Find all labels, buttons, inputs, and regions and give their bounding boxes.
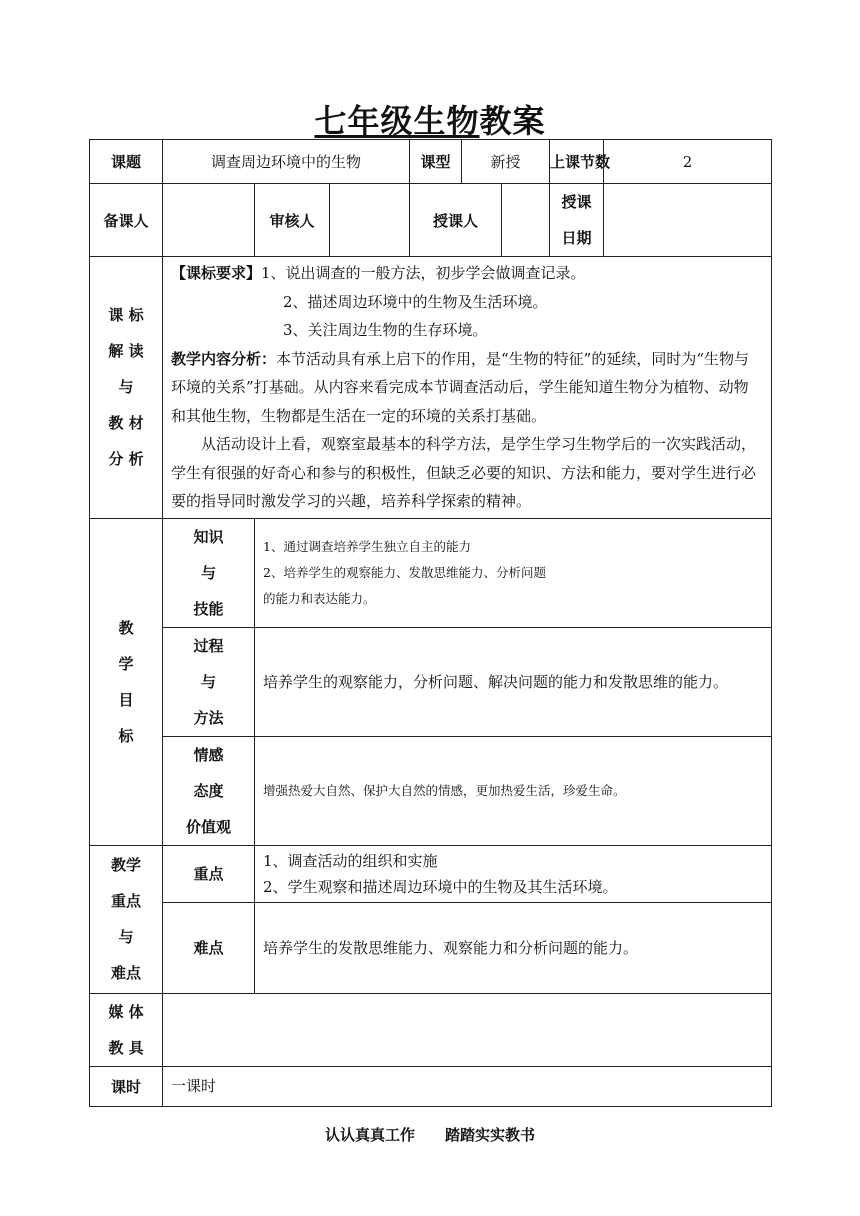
row-emotion <box>90 736 772 845</box>
focus-label-2: 重点 <box>110 892 141 910</box>
preparer-value <box>163 184 255 257</box>
media-label-1: 媒 体 <box>108 1002 144 1021</box>
row-topic <box>90 140 772 184</box>
analysis-label-1: 课 标 <box>108 306 144 325</box>
emotion-label-1: 情感 <box>193 745 224 764</box>
reviewer-label: 审核人 <box>255 184 330 257</box>
focus-label-4: 难点 <box>110 964 141 982</box>
requirement-2: 2、描述周边环境中的生物及生活环境。 <box>283 292 548 311</box>
emotion-label <box>163 736 255 845</box>
periods-label <box>550 140 611 184</box>
emotion-label-3: 价值观 <box>185 817 231 836</box>
row-difficult-point <box>90 902 772 993</box>
row-process <box>90 627 772 736</box>
analysis-label <box>90 257 163 519</box>
media-content <box>163 993 772 1066</box>
analysis-label-5: 分 析 <box>108 450 144 469</box>
content-analysis-text: 本节活动具有承上启下的作用，是“生物的特征”的延续，同时为“生物与环境的关系”打基础。从内容来看完成本节调查活动后，学生能知道生物分为植物、动物和其他生物，生物都是生活在一定的环境的关系打基础。 <box>171 349 750 425</box>
date-value <box>604 184 772 257</box>
media-label-2: 教 具 <box>108 1038 144 1057</box>
title-grade: 七年级 <box>314 102 414 140</box>
footer-motto <box>0 1124 860 1145</box>
reviewer-value <box>330 184 410 257</box>
difficult-point-content: 培养学生的发散思维能力、观察能力和分析问题的能力。 <box>255 902 772 993</box>
row-key-point <box>90 845 772 902</box>
objectives-label-3: 目 <box>118 690 134 709</box>
difficult-point-label: 难点 <box>163 902 255 993</box>
knowledge-line-3: 的能力和表达能力。 <box>263 590 376 606</box>
knowledge-label-3: 技能 <box>193 599 224 618</box>
requirement-line-1 <box>171 259 763 288</box>
footer-right: 踏踏实实教书 <box>445 1126 536 1144</box>
row-hours <box>90 1066 772 1106</box>
periods-label-text: 上课节数 <box>550 153 611 171</box>
content-analysis <box>171 345 763 431</box>
knowledge-label-2: 与 <box>200 563 216 582</box>
knowledge-label-1: 知识 <box>193 527 224 546</box>
media-label <box>90 993 163 1066</box>
analysis-label-2: 解 读 <box>108 342 144 361</box>
analysis-label-3: 与 <box>118 378 134 397</box>
lesson-plan-table <box>89 139 772 1107</box>
knowledge-line-2: 2、培养学生的观察能力、发散思维能力、分析问题 <box>263 564 546 580</box>
preparer-label: 备课人 <box>90 184 163 257</box>
focus-label-3: 与 <box>118 928 134 946</box>
objectives-label-4: 标 <box>118 726 134 745</box>
requirement-3: 3、关注周边生物的生存环境。 <box>283 321 488 339</box>
requirement-1: 1、说出调查的一般方法，初步学会做调查记录。 <box>261 264 586 282</box>
knowledge-label <box>163 518 255 627</box>
title-doc-type: 教案 <box>479 102 546 140</box>
process-label <box>163 627 255 736</box>
topic-value: 调查周边环境中的生物 <box>163 140 410 184</box>
objectives-label-1: 教 <box>118 618 134 637</box>
teacher-value <box>502 184 550 257</box>
teacher-label: 授课人 <box>410 184 502 257</box>
key-point-content <box>255 845 772 902</box>
emotion-content: 增强热爱大自然、保护大自然的情感，更加热爱生活，珍爱生命。 <box>255 736 772 845</box>
row-staff <box>90 184 772 257</box>
activity-analysis-text: 从活动设计上看，观察室最基本的科学方法，是学生学习生物学后的一次实践活动，学生有很强的好奇心和参与的积极性，但缺乏必要的知识、方法和能力，要对学生进行必要的指导同时激发学习的兴趣，培养科学探索的精神。 <box>171 435 757 510</box>
process-label-1: 过程 <box>193 636 224 655</box>
key-point-1: 1、调查活动的组织和实施 <box>263 851 438 870</box>
hours-label: 课时 <box>90 1066 163 1106</box>
knowledge-line-1: 1、通过调查培养学生独立自主的能力 <box>263 538 471 554</box>
footer-left: 认认真真工作 <box>324 1126 415 1144</box>
page-title <box>0 96 860 142</box>
date-label-line1: 授课 <box>561 193 592 211</box>
emotion-label-2: 态度 <box>193 781 224 800</box>
topic-label: 课题 <box>90 140 163 184</box>
type-value: 新授 <box>462 140 550 184</box>
analysis-content <box>163 257 772 519</box>
row-knowledge <box>90 518 772 627</box>
periods-value: 2 <box>604 140 772 184</box>
date-label-line2: 日期 <box>561 229 592 247</box>
focus-label-1: 教学 <box>110 856 141 874</box>
process-label-3: 方法 <box>193 708 224 727</box>
row-media <box>90 993 772 1066</box>
analysis-label-4: 教 材 <box>108 414 144 433</box>
title-subject: 生物 <box>413 102 480 140</box>
process-content: 培养学生的观察能力，分析问题、解决问题的能力和发散思维的能力。 <box>255 627 772 736</box>
row-analysis <box>90 257 772 519</box>
date-label <box>550 184 604 257</box>
key-point-label: 重点 <box>163 845 255 902</box>
focus-label <box>90 845 163 993</box>
hours-value: 一课时 <box>163 1066 772 1106</box>
key-point-2: 2、学生观察和描述周边环境中的生物及其生活环境。 <box>263 877 618 896</box>
type-label: 课型 <box>410 140 462 184</box>
knowledge-content <box>255 518 772 627</box>
content-analysis-title: 教学内容分析： <box>171 349 277 368</box>
objectives-label <box>90 518 163 845</box>
process-label-2: 与 <box>200 672 216 691</box>
objectives-label-2: 学 <box>118 654 134 673</box>
requirement-title: 【课标要求】 <box>171 264 262 282</box>
